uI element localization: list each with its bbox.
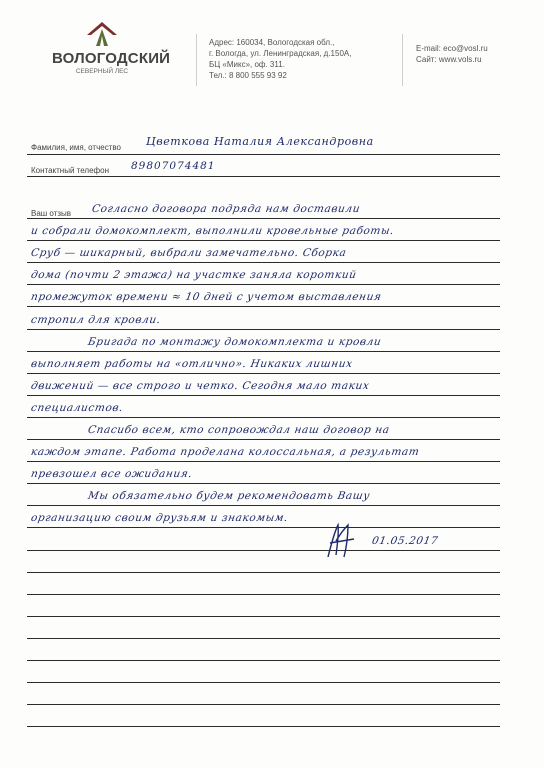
- ruled-line: [27, 218, 500, 219]
- review-text-line: движений — все строго и четко. Сегодня мало таких: [29, 380, 371, 392]
- company-contacts: [416, 43, 488, 65]
- address-line: Адрес: 160034, Вологодская обл.,: [209, 38, 335, 47]
- form-line: [27, 176, 500, 177]
- house-logo-icon: [85, 20, 119, 48]
- ruled-line: [27, 329, 500, 330]
- phone-line: Тел.: 8 800 555 93 92: [209, 71, 287, 80]
- ruled-line: [27, 240, 500, 241]
- email-line: E-mail: eco@vosl.ru: [416, 44, 488, 53]
- company-logo: [52, 20, 171, 75]
- name-value: Цветкова Наталия Александровна: [146, 135, 374, 148]
- ruled-line: [27, 660, 500, 661]
- ruled-line: [27, 351, 500, 352]
- review-date: 01.05.2017: [370, 535, 440, 547]
- ruled-line: [27, 638, 500, 639]
- review-text-line: и собрали домокомплект, выполнили кровельные работы.: [29, 225, 396, 237]
- website-line: Сайт: www.vols.ru: [416, 55, 482, 64]
- ruled-line: [27, 461, 500, 462]
- ruled-line: [27, 284, 500, 285]
- ruled-line: [27, 550, 500, 551]
- brand-name: ВОЛОГОДСКИЙ: [52, 50, 171, 67]
- review-text-line: дома (почти 2 этажа) на участке заняла короткий: [29, 269, 358, 281]
- ruled-line: [27, 572, 500, 573]
- review-text-line: Согласно договора подряда нам доставили: [90, 203, 362, 215]
- header-divider: [402, 34, 403, 86]
- brand-subtitle: СЕВЕРНЫЙ ЛЕС: [75, 68, 129, 75]
- ruled-line: [27, 682, 500, 683]
- review-text-line: организацию своим друзьям и знакомым.: [29, 512, 290, 524]
- ruled-line: [27, 594, 500, 595]
- review-text-line: специалистов.: [29, 402, 125, 414]
- review-text-line: промежуток времени ≈ 10 дней с учетом выставления: [29, 291, 383, 303]
- ruled-line: [27, 505, 500, 506]
- address-line: г. Вологда, ул. Ленинградская, д.150А,: [209, 49, 352, 58]
- name-label: Фамилия, имя, отчество: [31, 143, 121, 152]
- ruled-line: [27, 439, 500, 440]
- review-text-line: выполняет работы на «отлично». Никаких лишних: [29, 358, 354, 370]
- header-divider: [196, 34, 197, 86]
- review-label: Ваш отзыв: [31, 209, 72, 218]
- ruled-line: [27, 483, 500, 484]
- review-text-line: Бригада по монтажу домокомплекта и кровли: [86, 336, 383, 348]
- ruled-line: [27, 373, 500, 374]
- review-text-line: Мы обязательно будем рекомендовать Вашу: [86, 490, 372, 502]
- phone-value: 89807074481: [131, 160, 216, 172]
- address-line: БЦ «Микс», оф. 311.: [209, 60, 285, 69]
- review-text-line: превзошел все ожидания.: [29, 468, 194, 480]
- review-text-line: стропил для кровли.: [29, 314, 162, 326]
- company-address: [209, 37, 351, 81]
- review-text-line: каждом этапе. Работа проделана колоссальная, а результат: [29, 446, 421, 458]
- ruled-line: [27, 616, 500, 617]
- ruled-line: [27, 417, 500, 418]
- ruled-line: [27, 726, 500, 727]
- review-text-line: Сруб — шикарный, выбрали замечательно. Сборка: [29, 247, 348, 259]
- phone-label: Контактный телефон: [31, 166, 109, 175]
- signature: [322, 521, 362, 561]
- form-line: [27, 154, 500, 155]
- ruled-line: [27, 262, 500, 263]
- ruled-line: [27, 395, 500, 396]
- ruled-line: [27, 704, 500, 705]
- ruled-line: [27, 306, 500, 307]
- ruled-line: [27, 527, 500, 528]
- review-text-line: Спасибо всем, кто сопровождал наш договор на: [86, 424, 391, 436]
